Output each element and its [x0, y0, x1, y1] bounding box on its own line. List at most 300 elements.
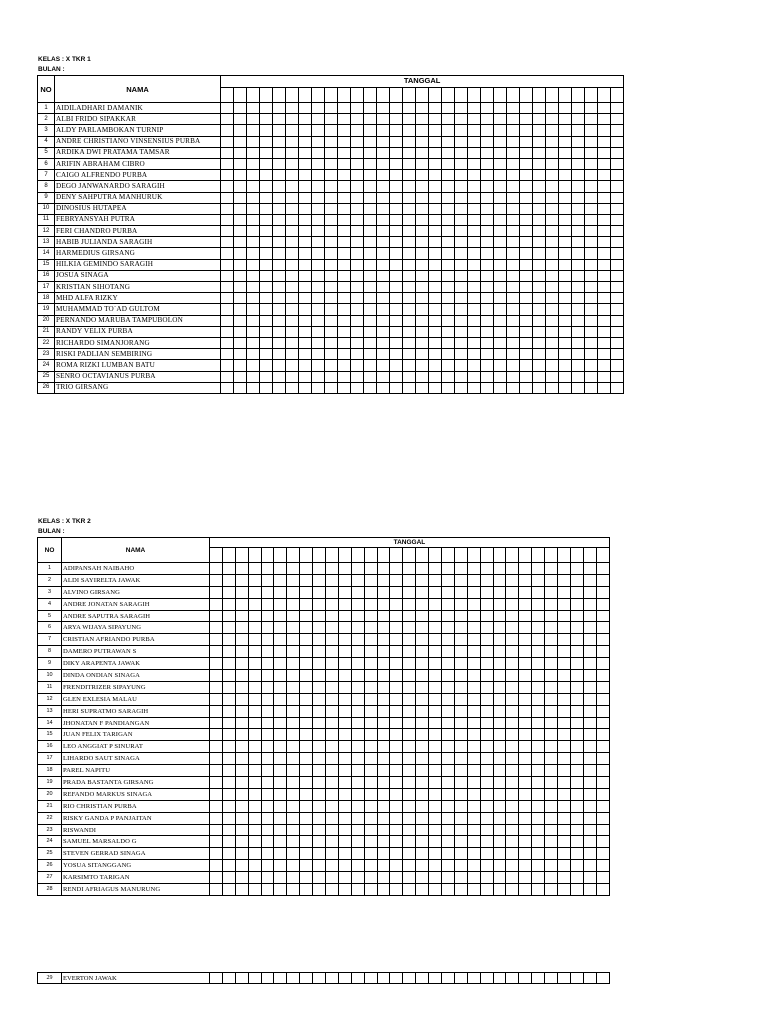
attendance-cell[interactable]	[598, 192, 611, 203]
attendance-cell[interactable]	[235, 705, 248, 717]
attendance-cell[interactable]	[222, 622, 235, 634]
attendance-cell[interactable]	[416, 203, 429, 214]
attendance-cell[interactable]	[390, 729, 403, 741]
attendance-cell[interactable]	[260, 293, 273, 304]
attendance-cell[interactable]	[364, 371, 377, 382]
attendance-cell[interactable]	[481, 326, 494, 337]
attendance-cell[interactable]	[390, 788, 403, 800]
attendance-cell[interactable]	[390, 125, 403, 136]
attendance-cell[interactable]	[247, 337, 260, 348]
attendance-cell[interactable]	[403, 203, 416, 214]
attendance-cell[interactable]	[559, 349, 572, 360]
attendance-cell[interactable]	[506, 622, 519, 634]
attendance-cell[interactable]	[429, 788, 442, 800]
attendance-cell[interactable]	[559, 315, 572, 326]
attendance-cell[interactable]	[493, 705, 506, 717]
attendance-cell[interactable]	[598, 214, 611, 225]
attendance-cell[interactable]	[338, 705, 351, 717]
attendance-cell[interactable]	[364, 598, 377, 610]
attendance-cell[interactable]	[390, 872, 403, 884]
attendance-cell[interactable]	[416, 717, 429, 729]
attendance-cell[interactable]	[520, 203, 533, 214]
attendance-cell[interactable]	[364, 610, 377, 622]
attendance-cell[interactable]	[325, 293, 338, 304]
attendance-cell[interactable]	[248, 836, 261, 848]
attendance-cell[interactable]	[519, 872, 532, 884]
attendance-cell[interactable]	[454, 586, 467, 598]
attendance-cell[interactable]	[559, 293, 572, 304]
attendance-cell[interactable]	[351, 125, 364, 136]
attendance-cell[interactable]	[467, 610, 480, 622]
attendance-cell[interactable]	[494, 103, 507, 114]
attendance-cell[interactable]	[493, 681, 506, 693]
attendance-cell[interactable]	[596, 729, 609, 741]
attendance-cell[interactable]	[274, 753, 287, 765]
attendance-cell[interactable]	[338, 304, 351, 315]
attendance-cell[interactable]	[572, 158, 585, 169]
attendance-cell[interactable]	[299, 382, 312, 393]
attendance-cell[interactable]	[611, 326, 624, 337]
attendance-cell[interactable]	[325, 349, 338, 360]
attendance-cell[interactable]	[570, 622, 583, 634]
attendance-cell[interactable]	[377, 563, 390, 575]
attendance-cell[interactable]	[416, 729, 429, 741]
attendance-cell[interactable]	[403, 192, 416, 203]
attendance-cell[interactable]	[611, 337, 624, 348]
attendance-cell[interactable]	[520, 270, 533, 281]
attendance-cell[interactable]	[493, 848, 506, 860]
attendance-cell[interactable]	[506, 836, 519, 848]
attendance-cell[interactable]	[390, 147, 403, 158]
attendance-cell[interactable]	[596, 741, 609, 753]
attendance-cell[interactable]	[572, 382, 585, 393]
attendance-cell[interactable]	[326, 765, 339, 777]
attendance-cell[interactable]	[312, 349, 325, 360]
attendance-cell[interactable]	[520, 136, 533, 147]
attendance-cell[interactable]	[442, 693, 455, 705]
attendance-cell[interactable]	[273, 158, 286, 169]
attendance-cell[interactable]	[570, 884, 583, 896]
attendance-cell[interactable]	[442, 203, 455, 214]
attendance-cell[interactable]	[221, 270, 234, 281]
attendance-cell[interactable]	[507, 371, 520, 382]
attendance-cell[interactable]	[377, 670, 390, 682]
attendance-cell[interactable]	[260, 192, 273, 203]
attendance-cell[interactable]	[287, 800, 300, 812]
attendance-cell[interactable]	[403, 836, 416, 848]
attendance-cell[interactable]	[454, 717, 467, 729]
attendance-cell[interactable]	[454, 634, 467, 646]
attendance-cell[interactable]	[481, 371, 494, 382]
attendance-cell[interactable]	[572, 304, 585, 315]
attendance-cell[interactable]	[390, 248, 403, 259]
attendance-cell[interactable]	[325, 103, 338, 114]
attendance-cell[interactable]	[570, 824, 583, 836]
attendance-cell[interactable]	[480, 717, 493, 729]
attendance-cell[interactable]	[286, 282, 299, 293]
attendance-cell[interactable]	[429, 170, 442, 181]
attendance-cell[interactable]	[377, 729, 390, 741]
attendance-cell[interactable]	[583, 622, 596, 634]
attendance-cell[interactable]	[416, 598, 429, 610]
attendance-cell[interactable]	[559, 259, 572, 270]
attendance-cell[interactable]	[559, 214, 572, 225]
attendance-cell[interactable]	[442, 158, 455, 169]
attendance-cell[interactable]	[480, 634, 493, 646]
attendance-cell[interactable]	[312, 103, 325, 114]
attendance-cell[interactable]	[210, 777, 223, 789]
attendance-cell[interactable]	[338, 170, 351, 181]
attendance-cell[interactable]	[494, 237, 507, 248]
attendance-cell[interactable]	[287, 634, 300, 646]
attendance-cell[interactable]	[377, 634, 390, 646]
attendance-cell[interactable]	[300, 800, 313, 812]
attendance-cell[interactable]	[221, 293, 234, 304]
attendance-cell[interactable]	[390, 586, 403, 598]
attendance-cell[interactable]	[210, 574, 223, 586]
attendance-cell[interactable]	[494, 214, 507, 225]
attendance-cell[interactable]	[261, 693, 274, 705]
attendance-cell[interactable]	[261, 777, 274, 789]
attendance-cell[interactable]	[583, 634, 596, 646]
attendance-cell[interactable]	[235, 598, 248, 610]
attendance-cell[interactable]	[377, 136, 390, 147]
attendance-cell[interactable]	[583, 800, 596, 812]
attendance-cell[interactable]	[520, 349, 533, 360]
attendance-cell[interactable]	[416, 349, 429, 360]
attendance-cell[interactable]	[286, 259, 299, 270]
attendance-cell[interactable]	[442, 259, 455, 270]
attendance-cell[interactable]	[338, 181, 351, 192]
attendance-cell[interactable]	[442, 872, 455, 884]
attendance-cell[interactable]	[546, 158, 559, 169]
attendance-cell[interactable]	[467, 693, 480, 705]
attendance-cell[interactable]	[558, 658, 571, 670]
attendance-cell[interactable]	[520, 214, 533, 225]
attendance-cell[interactable]	[260, 360, 273, 371]
attendance-cell[interactable]	[247, 315, 260, 326]
attendance-cell[interactable]	[261, 872, 274, 884]
attendance-cell[interactable]	[493, 765, 506, 777]
attendance-cell[interactable]	[467, 860, 480, 872]
attendance-cell[interactable]	[210, 788, 223, 800]
attendance-cell[interactable]	[403, 282, 416, 293]
attendance-cell[interactable]	[248, 860, 261, 872]
attendance-cell[interactable]	[287, 563, 300, 575]
attendance-cell[interactable]	[299, 293, 312, 304]
attendance-cell[interactable]	[234, 181, 247, 192]
attendance-cell[interactable]	[234, 136, 247, 147]
attendance-cell[interactable]	[273, 192, 286, 203]
attendance-cell[interactable]	[325, 158, 338, 169]
attendance-cell[interactable]	[468, 237, 481, 248]
attendance-cell[interactable]	[222, 884, 235, 896]
attendance-cell[interactable]	[377, 741, 390, 753]
attendance-cell[interactable]	[533, 382, 546, 393]
attendance-cell[interactable]	[300, 705, 313, 717]
attendance-cell[interactable]	[429, 693, 442, 705]
attendance-cell[interactable]	[338, 646, 351, 658]
attendance-cell[interactable]	[572, 237, 585, 248]
attendance-cell[interactable]	[585, 382, 598, 393]
attendance-cell[interactable]	[312, 125, 325, 136]
attendance-cell[interactable]	[494, 304, 507, 315]
attendance-cell[interactable]	[222, 824, 235, 836]
attendance-cell[interactable]	[558, 741, 571, 753]
attendance-cell[interactable]	[585, 170, 598, 181]
attendance-cell[interactable]	[480, 973, 493, 984]
attendance-cell[interactable]	[506, 658, 519, 670]
attendance-cell[interactable]	[545, 777, 558, 789]
attendance-cell[interactable]	[494, 259, 507, 270]
attendance-cell[interactable]	[312, 304, 325, 315]
attendance-cell[interactable]	[235, 574, 248, 586]
attendance-cell[interactable]	[455, 181, 468, 192]
attendance-cell[interactable]	[545, 812, 558, 824]
attendance-cell[interactable]	[533, 214, 546, 225]
attendance-cell[interactable]	[403, 170, 416, 181]
attendance-cell[interactable]	[286, 103, 299, 114]
attendance-cell[interactable]	[248, 646, 261, 658]
attendance-cell[interactable]	[429, 717, 442, 729]
attendance-cell[interactable]	[377, 158, 390, 169]
attendance-cell[interactable]	[338, 765, 351, 777]
attendance-cell[interactable]	[364, 741, 377, 753]
attendance-cell[interactable]	[210, 884, 223, 896]
attendance-cell[interactable]	[506, 788, 519, 800]
attendance-cell[interactable]	[545, 741, 558, 753]
attendance-cell[interactable]	[403, 371, 416, 382]
attendance-cell[interactable]	[429, 304, 442, 315]
attendance-cell[interactable]	[533, 125, 546, 136]
attendance-cell[interactable]	[260, 326, 273, 337]
attendance-cell[interactable]	[468, 337, 481, 348]
attendance-cell[interactable]	[442, 103, 455, 114]
attendance-cell[interactable]	[222, 812, 235, 824]
attendance-cell[interactable]	[442, 586, 455, 598]
attendance-cell[interactable]	[234, 226, 247, 237]
attendance-cell[interactable]	[287, 872, 300, 884]
attendance-cell[interactable]	[260, 103, 273, 114]
attendance-cell[interactable]	[313, 800, 326, 812]
attendance-cell[interactable]	[455, 382, 468, 393]
attendance-cell[interactable]	[364, 214, 377, 225]
attendance-cell[interactable]	[273, 326, 286, 337]
attendance-cell[interactable]	[326, 586, 339, 598]
attendance-cell[interactable]	[558, 788, 571, 800]
attendance-cell[interactable]	[210, 741, 223, 753]
attendance-cell[interactable]	[429, 125, 442, 136]
attendance-cell[interactable]	[506, 574, 519, 586]
attendance-cell[interactable]	[261, 598, 274, 610]
attendance-cell[interactable]	[468, 270, 481, 281]
attendance-cell[interactable]	[442, 681, 455, 693]
attendance-cell[interactable]	[532, 884, 545, 896]
attendance-cell[interactable]	[287, 622, 300, 634]
attendance-cell[interactable]	[611, 270, 624, 281]
attendance-cell[interactable]	[598, 270, 611, 281]
attendance-cell[interactable]	[416, 753, 429, 765]
attendance-cell[interactable]	[222, 872, 235, 884]
attendance-cell[interactable]	[377, 646, 390, 658]
attendance-cell[interactable]	[234, 382, 247, 393]
attendance-cell[interactable]	[467, 586, 480, 598]
attendance-cell[interactable]	[442, 360, 455, 371]
attendance-cell[interactable]	[338, 158, 351, 169]
attendance-cell[interactable]	[247, 270, 260, 281]
attendance-cell[interactable]	[403, 136, 416, 147]
attendance-cell[interactable]	[274, 872, 287, 884]
attendance-cell[interactable]	[325, 114, 338, 125]
attendance-cell[interactable]	[261, 765, 274, 777]
attendance-cell[interactable]	[300, 741, 313, 753]
attendance-cell[interactable]	[273, 304, 286, 315]
attendance-cell[interactable]	[533, 136, 546, 147]
attendance-cell[interactable]	[416, 371, 429, 382]
attendance-cell[interactable]	[583, 848, 596, 860]
attendance-cell[interactable]	[442, 282, 455, 293]
attendance-cell[interactable]	[390, 326, 403, 337]
attendance-cell[interactable]	[507, 125, 520, 136]
attendance-cell[interactable]	[390, 270, 403, 281]
attendance-cell[interactable]	[572, 181, 585, 192]
attendance-cell[interactable]	[442, 705, 455, 717]
attendance-cell[interactable]	[221, 158, 234, 169]
attendance-cell[interactable]	[273, 360, 286, 371]
attendance-cell[interactable]	[454, 658, 467, 670]
attendance-cell[interactable]	[261, 824, 274, 836]
attendance-cell[interactable]	[364, 158, 377, 169]
attendance-cell[interactable]	[390, 574, 403, 586]
attendance-cell[interactable]	[222, 717, 235, 729]
attendance-cell[interactable]	[454, 670, 467, 682]
attendance-cell[interactable]	[273, 136, 286, 147]
attendance-cell[interactable]	[403, 729, 416, 741]
attendance-cell[interactable]	[570, 681, 583, 693]
attendance-cell[interactable]	[351, 563, 364, 575]
attendance-cell[interactable]	[546, 270, 559, 281]
attendance-cell[interactable]	[261, 717, 274, 729]
attendance-cell[interactable]	[299, 192, 312, 203]
attendance-cell[interactable]	[390, 293, 403, 304]
attendance-cell[interactable]	[570, 753, 583, 765]
attendance-cell[interactable]	[455, 170, 468, 181]
attendance-cell[interactable]	[598, 349, 611, 360]
attendance-cell[interactable]	[442, 622, 455, 634]
attendance-cell[interactable]	[454, 860, 467, 872]
attendance-cell[interactable]	[598, 304, 611, 315]
attendance-cell[interactable]	[416, 800, 429, 812]
attendance-cell[interactable]	[429, 203, 442, 214]
attendance-cell[interactable]	[416, 646, 429, 658]
attendance-cell[interactable]	[429, 741, 442, 753]
attendance-cell[interactable]	[506, 693, 519, 705]
attendance-cell[interactable]	[429, 765, 442, 777]
attendance-cell[interactable]	[364, 622, 377, 634]
attendance-cell[interactable]	[248, 705, 261, 717]
attendance-cell[interactable]	[507, 315, 520, 326]
attendance-cell[interactable]	[273, 371, 286, 382]
attendance-cell[interactable]	[312, 181, 325, 192]
attendance-cell[interactable]	[493, 824, 506, 836]
attendance-cell[interactable]	[520, 293, 533, 304]
attendance-cell[interactable]	[585, 293, 598, 304]
attendance-cell[interactable]	[596, 574, 609, 586]
attendance-cell[interactable]	[611, 248, 624, 259]
attendance-cell[interactable]	[210, 872, 223, 884]
attendance-cell[interactable]	[247, 382, 260, 393]
attendance-cell[interactable]	[221, 203, 234, 214]
attendance-cell[interactable]	[558, 812, 571, 824]
attendance-cell[interactable]	[299, 259, 312, 270]
attendance-cell[interactable]	[454, 872, 467, 884]
attendance-cell[interactable]	[480, 765, 493, 777]
attendance-cell[interactable]	[351, 765, 364, 777]
attendance-cell[interactable]	[248, 598, 261, 610]
attendance-cell[interactable]	[403, 848, 416, 860]
attendance-cell[interactable]	[596, 705, 609, 717]
attendance-cell[interactable]	[403, 681, 416, 693]
attendance-cell[interactable]	[442, 765, 455, 777]
attendance-cell[interactable]	[467, 729, 480, 741]
attendance-cell[interactable]	[442, 741, 455, 753]
attendance-cell[interactable]	[570, 800, 583, 812]
attendance-cell[interactable]	[273, 248, 286, 259]
attendance-cell[interactable]	[390, 226, 403, 237]
attendance-cell[interactable]	[494, 170, 507, 181]
attendance-cell[interactable]	[585, 226, 598, 237]
attendance-cell[interactable]	[507, 248, 520, 259]
attendance-cell[interactable]	[326, 574, 339, 586]
attendance-cell[interactable]	[338, 349, 351, 360]
attendance-cell[interactable]	[313, 717, 326, 729]
attendance-cell[interactable]	[493, 610, 506, 622]
attendance-cell[interactable]	[364, 282, 377, 293]
attendance-cell[interactable]	[221, 226, 234, 237]
attendance-cell[interactable]	[598, 326, 611, 337]
attendance-cell[interactable]	[506, 765, 519, 777]
attendance-cell[interactable]	[300, 598, 313, 610]
attendance-cell[interactable]	[248, 622, 261, 634]
attendance-cell[interactable]	[300, 693, 313, 705]
attendance-cell[interactable]	[300, 610, 313, 622]
attendance-cell[interactable]	[313, 729, 326, 741]
attendance-cell[interactable]	[546, 203, 559, 214]
attendance-cell[interactable]	[300, 586, 313, 598]
attendance-cell[interactable]	[506, 598, 519, 610]
attendance-cell[interactable]	[325, 214, 338, 225]
attendance-cell[interactable]	[442, 315, 455, 326]
attendance-cell[interactable]	[234, 371, 247, 382]
attendance-cell[interactable]	[429, 337, 442, 348]
attendance-cell[interactable]	[481, 237, 494, 248]
attendance-cell[interactable]	[596, 788, 609, 800]
attendance-cell[interactable]	[559, 192, 572, 203]
attendance-cell[interactable]	[299, 315, 312, 326]
attendance-cell[interactable]	[325, 192, 338, 203]
attendance-cell[interactable]	[260, 181, 273, 192]
attendance-cell[interactable]	[481, 315, 494, 326]
attendance-cell[interactable]	[403, 237, 416, 248]
attendance-cell[interactable]	[533, 282, 546, 293]
attendance-cell[interactable]	[377, 586, 390, 598]
attendance-cell[interactable]	[390, 765, 403, 777]
attendance-cell[interactable]	[585, 371, 598, 382]
attendance-cell[interactable]	[351, 646, 364, 658]
attendance-cell[interactable]	[596, 765, 609, 777]
attendance-cell[interactable]	[377, 125, 390, 136]
attendance-cell[interactable]	[519, 610, 532, 622]
